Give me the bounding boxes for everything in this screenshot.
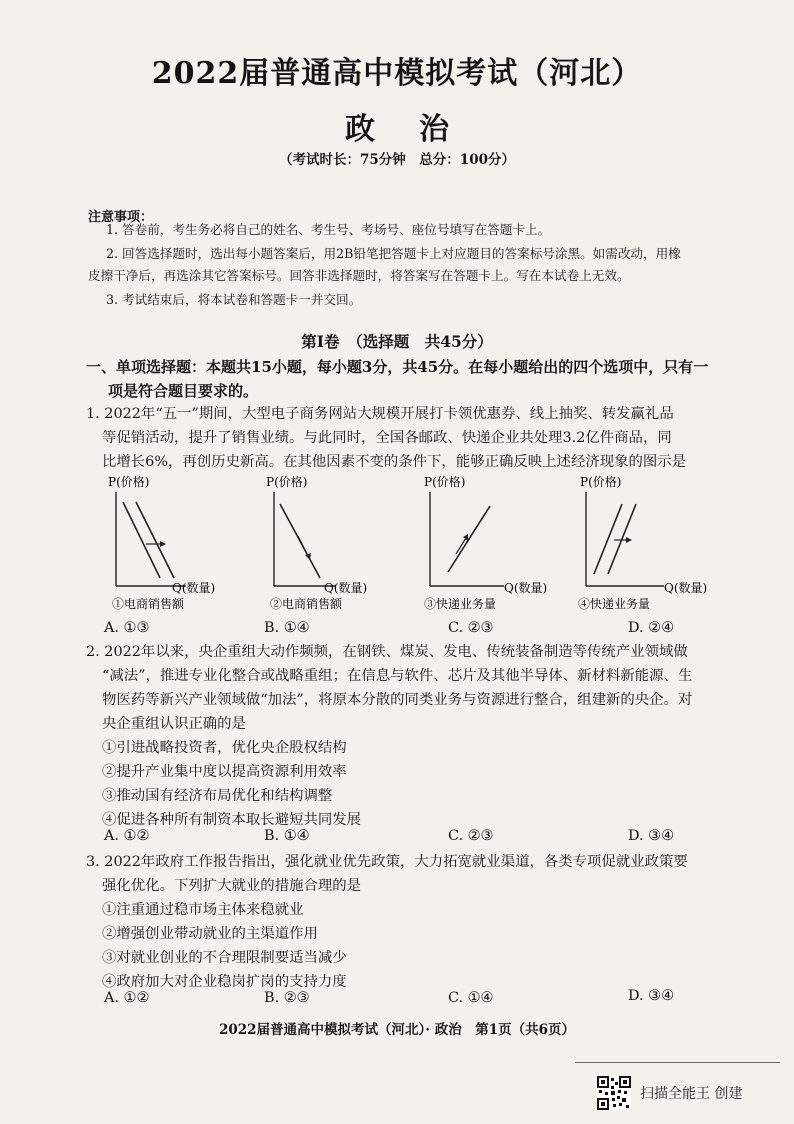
- question-3: [86, 850, 688, 994]
- supply-demand-chart-4: [576, 474, 726, 618]
- question-line: “减法”，推进专业化整合或战略重组；在信息与软件、芯片及其他半导体、新材料新能源、生: [102, 668, 693, 684]
- option-b: B. ①④: [264, 828, 310, 844]
- section-intro: [86, 355, 716, 403]
- question-2: [86, 640, 692, 832]
- x-axis-label: Q(数量): [324, 581, 368, 595]
- question-line: 比增长6%，再创历史新高。在其他因素不变的条件下，能够正确反映上述经济现象的图示是: [102, 454, 687, 470]
- option-a: A. ①②: [104, 828, 150, 844]
- supply-curve: [448, 506, 490, 572]
- chart-svg: [262, 474, 412, 614]
- x-axis-label: Q(数量): [172, 581, 216, 595]
- statement-item: ④政府加大对企业稳岗扩岗的支持力度: [102, 974, 347, 990]
- statement-item: ②提升产业集中度以提高资源利用效率: [102, 764, 347, 780]
- exam-title: 2022届普通高中模拟考试（河北）: [151, 56, 643, 91]
- supply-demand-chart-1: [108, 474, 258, 618]
- arrow-head: [305, 553, 311, 560]
- subject-title: 政治: [345, 112, 493, 147]
- question-line: 3. 2022年政府工作报告指出，强化就业优先政策，大力拓宽就业渠道，各类专项促就业政策要: [86, 854, 688, 870]
- supply-demand-chart-3: [420, 474, 570, 618]
- x-axis-label: Q(数量): [504, 581, 548, 595]
- supply-demand-chart-2: [262, 474, 412, 618]
- note-item: 1. 答卷前，考生务必将自己的姓名、考生号、考场号、座位号填写在答题卡上。: [106, 222, 551, 237]
- option-c: C. ②③: [448, 620, 494, 636]
- chart-svg: [108, 474, 258, 614]
- move-arrow: [298, 536, 308, 556]
- question-line: 1. 2022年“五一”期间，大型电子商务网站大规模开展打卡领优惠券、线上抽奖、转发赢礼品: [86, 406, 674, 422]
- y-axis-label: P(价格): [266, 475, 308, 489]
- option-c: C. ②③: [448, 828, 494, 844]
- arrow-head: [463, 534, 468, 541]
- supply-curve: [594, 504, 622, 574]
- statement-item: ④促进各种所有制资本取长避短共同发展: [102, 812, 362, 828]
- notes-heading: 注意事项：: [88, 210, 154, 225]
- chart-svg: [420, 474, 570, 614]
- option-a: A. ①③: [104, 620, 150, 636]
- question-line: 强化优化。下列扩大就业的措施合理的是: [102, 878, 362, 894]
- option-d: D. ②④: [628, 620, 674, 636]
- note-item: 2. 回答选择题时，选出每小题答案后，用2B铅笔把答题卡上对应题目的答案标号涂黑。如需改动，用橡: [106, 246, 681, 261]
- statement-item: ③对就业创业的不合理限制要适当减少: [102, 950, 347, 966]
- chart-caption: ②电商销售额: [270, 597, 343, 611]
- page-footer: 2022届普通高中模拟考试（河北）· 政治 第1页（共6页）: [218, 1022, 575, 1038]
- note-item: 3. 考试结束后，将本试卷和答题卡一并交回。: [106, 292, 362, 307]
- statement-item: ③推动国有经济布局优化和结构调整: [102, 788, 333, 804]
- qr-code-icon: [597, 1076, 631, 1110]
- arrow-head: [160, 541, 166, 547]
- divider: [575, 1062, 780, 1063]
- option-c: C. ①④: [448, 990, 494, 1006]
- option-a: A. ①②: [104, 990, 150, 1006]
- y-axis-label: P(价格): [108, 475, 150, 489]
- option-d: D. ③④: [628, 988, 674, 1004]
- section-title: 第Ⅰ卷 （选择题 共45分）: [301, 332, 493, 351]
- note-item: 皮擦干净后，再选涂其它答案标号。回答非选择题时，将答案写在答题卡上。写在本试卷上无效。: [88, 268, 630, 283]
- option-b: B. ②③: [264, 990, 310, 1006]
- section-intro-line: 项是符合题目要求的。: [108, 382, 259, 400]
- question-line: 等促销活动，提升了销售业绩。与此同时，全国各邮政、快递企业共处理3.2亿件商品，同: [102, 430, 672, 446]
- y-axis-label: P(价格): [424, 475, 466, 489]
- question-1: [86, 402, 686, 474]
- chart-caption: ③快递业务量: [424, 597, 497, 611]
- chart-svg: [576, 474, 726, 614]
- option-b: B. ①④: [264, 620, 310, 636]
- statement-item: ②增强创业带动就业的主渠道作用: [102, 926, 318, 942]
- statement-item: ①引进战略投资者，优化央企股权结构: [102, 740, 347, 756]
- statement-item: ①注重通过稳市场主体来稳就业: [102, 902, 304, 918]
- chart-caption: ④快递业务量: [578, 597, 651, 611]
- chart-caption: ①电商销售额: [112, 597, 185, 611]
- supply-curve-shifted: [608, 504, 636, 574]
- y-axis-label: P(价格): [580, 475, 622, 489]
- question-line: 央企重组认识正确的是: [102, 716, 246, 732]
- exam-duration: （考试时长：75分钟 总分：100分）: [279, 152, 515, 168]
- scanner-watermark: 扫描全能王 创建: [640, 1086, 743, 1102]
- arrow-head: [626, 537, 632, 543]
- x-axis-label: Q(数量): [664, 581, 708, 595]
- question-line: 物医药等新兴产业领域做“加法”，将原本分散的同类业务与资源进行整合，组建新的央企。对: [102, 692, 693, 708]
- question-line: 2. 2022年以来，央企重组大动作频频，在钢铁、煤炭、发电、传统装备制造等传统产业领域做: [86, 644, 688, 660]
- option-d: D. ③④: [628, 828, 674, 844]
- section-intro-line: 一、单项选择题：本题共15小题，每小题3分，共45分。在每小题给出的四个选项中，只有一: [86, 358, 709, 376]
